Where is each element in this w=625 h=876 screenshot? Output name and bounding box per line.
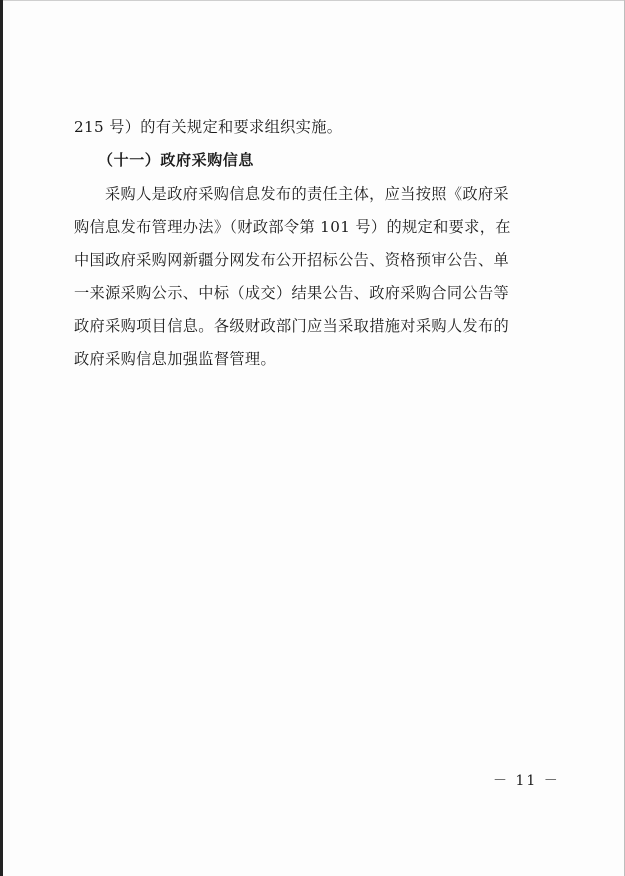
body-line-7: 政府采购信息加强监督管理。 xyxy=(74,350,276,368)
body-line-5: 一来源采购公示、中标（成交）结果公告、政府采购合同公告等 xyxy=(74,284,510,302)
body-line-6: 政府采购项目信息。各级财政部门应当采取措施对采购人发布的 xyxy=(74,317,510,335)
body-line-4: 中国政府采购网新疆分网发布公开招标公告、资格预审公告、单 xyxy=(74,251,510,269)
body-line-2: 采购人是政府采购信息发布的责任主体，应当按照《政府采 xyxy=(105,185,509,203)
body-line-1: 215 号）的有关规定和要求组织实施。 xyxy=(74,118,343,136)
page-number: － 11 － xyxy=(493,773,560,789)
body-line-3: 购信息发布管理办法》（财政部令第 101 号）的规定和要求，在 xyxy=(74,218,511,236)
scan-edge-left xyxy=(0,0,3,876)
scan-edge-top xyxy=(0,0,625,1)
section-heading: （十一）政府采购信息 xyxy=(98,151,255,169)
